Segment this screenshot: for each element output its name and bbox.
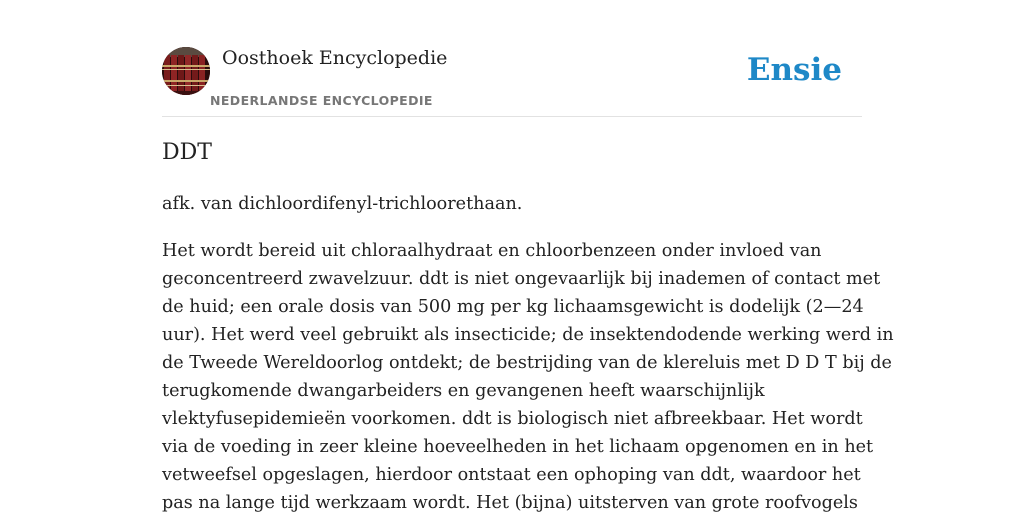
body-line: de Tweede Wereldoorlog ontdekt; de bestrijding van de klereluis met D D T bij de — [162, 353, 892, 373]
body-line: de huid; een orale dosis van 500 mg per kg lichaamsgewicht is dodelijk (2—24 — [162, 297, 864, 317]
site-header — [162, 46, 862, 117]
definition-short: afk. van dichloordifenyl-trichloorethaan. — [162, 194, 523, 214]
site-subtitle: NEDERLANDSE ENCYCLOPEDIE — [210, 93, 433, 108]
encyclopedia-books-icon[interactable] — [162, 47, 210, 95]
article — [162, 137, 894, 512]
body-line: terugkomende dwangarbeiders en gevangenen heeft waarschijnlijk — [162, 381, 765, 401]
ensie-logo-link[interactable]: Ensie — [746, 52, 842, 88]
body-line: via de voeding in zeer kleine hoeveelheden in het lichaam opgenomen en in het — [162, 437, 874, 457]
body-line: Het wordt bereid uit chloraalhydraat en chloorbenzeen onder invloed van — [162, 241, 822, 261]
body-line: vlektyfusepidemieën voorkomen. ddt is biologisch niet afbreekbaar. Het wordt — [162, 409, 863, 429]
body-line: pas na lange tijd werkzaam wordt. Het (bijna) uitsterven van grote roofvogels — [162, 493, 858, 512]
body-line: uur). Het werd veel gebruikt als insecticide; de insektendodende werking werd in — [162, 325, 894, 345]
definition-body — [162, 237, 894, 512]
body-line: geconcentreerd zwavelzuur. ddt is niet ongevaarlijk bij inademen of contact met — [162, 269, 881, 289]
site-title-link[interactable]: Oosthoek Encyclopedie — [222, 47, 448, 69]
encyclopedia-books-image — [162, 47, 210, 95]
term-title: DDT — [162, 140, 212, 165]
body-line: vetweefsel opgeslagen, hierdoor ontstaat een ophoping van ddt, waardoor het — [162, 465, 861, 485]
